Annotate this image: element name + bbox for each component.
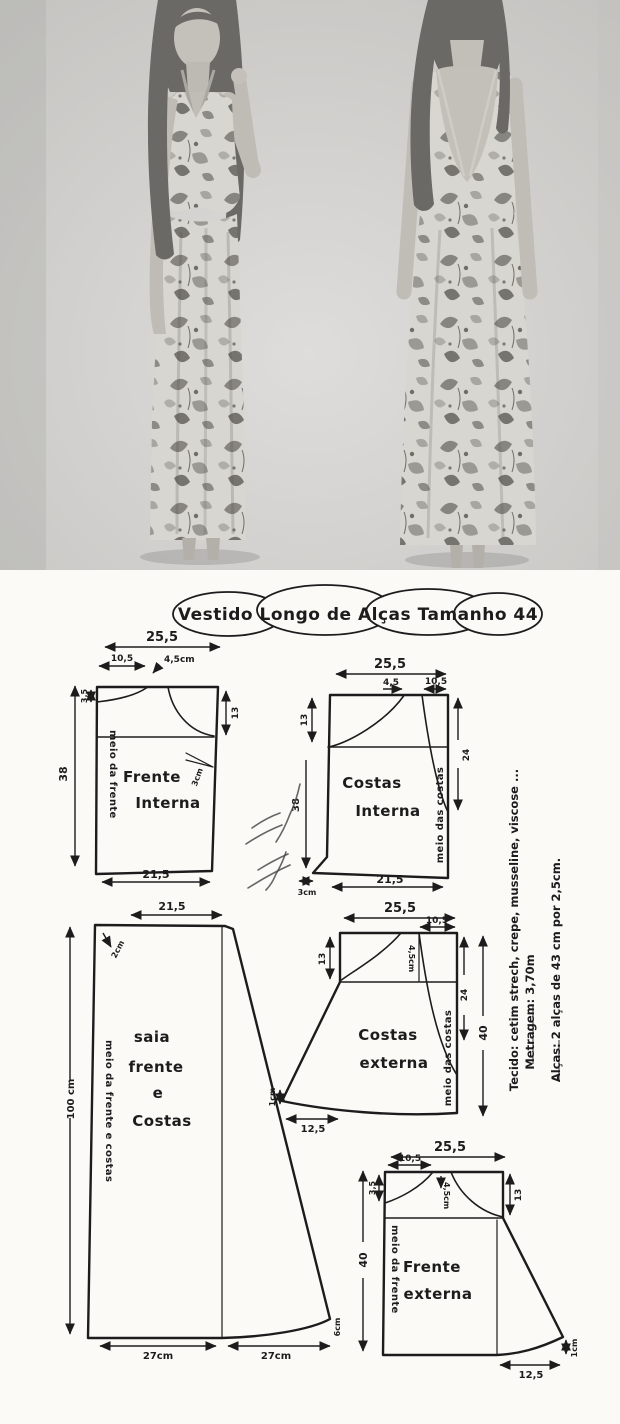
note-tecido: Tecido: cetim strech, crepe, musseline, viscose ...	[507, 768, 521, 1092]
note-alcas: Alças: 2 alças de 43 cm por 2,5cm.	[549, 857, 563, 1083]
frente-interna-neckline	[97, 688, 147, 703]
fold-label: meio da frente e costas	[103, 1040, 114, 1183]
frente-interna-dart	[186, 753, 213, 767]
piece-label-line2: Interna	[355, 802, 421, 820]
dim-bottom-right: 27cm	[260, 1351, 292, 1362]
note-metragem: Metragem: 3,70m	[523, 954, 537, 1070]
dim-side-height: 38	[291, 798, 302, 812]
dim-inset: 2cm	[109, 939, 127, 960]
dim-neck-drop: 3,5	[80, 688, 89, 704]
dim-hem-rise: 6cm	[333, 1317, 342, 1337]
dress-photo-canvas	[0, 0, 620, 570]
frente-interna-armhole	[168, 687, 214, 736]
piece-label-line2: Interna	[135, 794, 201, 812]
dim-side-height: 40	[477, 1025, 490, 1041]
front-right-hand	[231, 68, 247, 84]
dim-neck-offset: 10,5	[424, 677, 448, 687]
dim-armhole-depth: 13	[300, 713, 310, 727]
piece-label-line4: Costas	[132, 1112, 192, 1130]
fold-label: meio da frente	[389, 1225, 400, 1314]
fold-label: meio das costas	[443, 1009, 454, 1107]
signature-stroke-2	[246, 813, 282, 844]
back-heel-right	[472, 545, 485, 568]
dim-strap: 4,5cm	[407, 945, 416, 973]
piece-label-line1: Frente	[123, 768, 181, 786]
dress-photo	[0, 0, 620, 570]
dim-hem-rise: 1cm	[268, 1087, 277, 1107]
page-title: Vestido Longo de Alças Tamanho 44	[177, 605, 539, 625]
dim-top-width: 21,5	[158, 900, 186, 913]
dim-armhole-depth: 13	[318, 952, 328, 966]
dim-length: 100 cm	[66, 1078, 77, 1120]
piece-label-line2: externa	[403, 1285, 473, 1303]
dim-bottom-left: 27cm	[142, 1351, 174, 1362]
dim-side-height: 40	[357, 1252, 370, 1268]
dim-hem-rise: 1cm	[570, 1338, 579, 1358]
dim-armhole-depth: 13	[231, 706, 241, 720]
back-maxi-skirt	[400, 215, 536, 545]
arrow-inset	[103, 933, 111, 947]
title-cloud	[173, 585, 542, 636]
fold-label: meio das costas	[435, 766, 446, 864]
piece-costas-externa	[268, 901, 490, 1135]
piece-frente-interna	[57, 630, 241, 882]
dim-top-width: 25,5	[145, 630, 179, 645]
dim-dart: 3cm	[190, 766, 205, 788]
dim-top-width: 25,5	[433, 1140, 467, 1155]
dim-strap: 4,5	[383, 678, 399, 688]
frente-externa-armhole	[451, 1172, 503, 1217]
front-floor-shadow	[140, 549, 260, 565]
arrow-strap	[153, 665, 160, 673]
dim-back-depth: 24	[460, 988, 470, 1002]
piece-label-line1: saia	[133, 1028, 171, 1046]
back-heel-left	[450, 545, 463, 568]
dim-strap: 4,5cm	[442, 1182, 451, 1210]
fabric-notes	[507, 769, 563, 1091]
costas-externa-armhole	[340, 933, 401, 981]
dim-neck-offset: 10,5	[110, 654, 134, 664]
costas-interna-armhole	[329, 696, 404, 748]
dim-bottom-width: 21,5	[142, 868, 170, 881]
piece-label-line1: Costas	[342, 774, 402, 792]
front-foot-right	[206, 538, 220, 560]
dim-bottom-width: 12,5	[518, 1370, 544, 1381]
model-back-view	[400, 0, 536, 568]
dim-neck-drop: 3,5	[368, 1180, 377, 1196]
front-neck	[186, 62, 210, 92]
dim-top-width: 25,5	[373, 657, 407, 672]
dim-side-height: 38	[57, 766, 70, 782]
saia-outline	[88, 925, 330, 1338]
front-foot-left	[182, 538, 196, 560]
piece-label-line2: frente	[128, 1058, 184, 1076]
piece-frente-externa	[357, 1140, 579, 1381]
dim-armhole-depth: 13	[514, 1188, 524, 1202]
dim-strap: 4,5cm	[164, 655, 195, 665]
dim-bottom-width: 21,5	[376, 873, 404, 886]
dim-top-width: 25,5	[383, 901, 417, 916]
front-skirt-fold-2	[205, 228, 206, 534]
dim-neck-offset: 10,5	[398, 1154, 422, 1164]
piece-costas-interna	[291, 657, 472, 897]
piece-label-line2: externa	[359, 1054, 429, 1072]
piece-label-line3: e	[152, 1084, 164, 1102]
piece-label-line1: Frente	[403, 1258, 461, 1276]
frente-externa-neckline	[385, 1172, 433, 1203]
piece-label-line1: Costas	[358, 1026, 418, 1044]
fold-label: meio da frente	[107, 730, 118, 819]
dim-back-depth: 24	[462, 748, 472, 762]
photo-right-vignette	[598, 0, 620, 570]
pattern-sheet	[0, 570, 620, 1424]
dim-bottom-width: 12,5	[300, 1124, 326, 1135]
pattern-drawing	[0, 570, 620, 1424]
dim-flare: 3cm	[297, 888, 317, 897]
back-floor-shadow	[405, 552, 529, 568]
photo-left-vignette	[0, 0, 46, 570]
dim-neck-offset: 10,5	[425, 916, 449, 926]
